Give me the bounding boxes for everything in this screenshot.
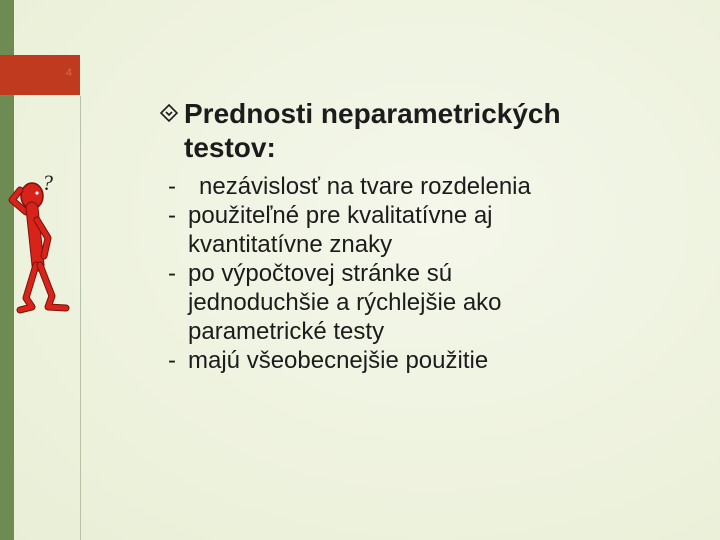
list-item-text: po výpočtovej stránke sú jednoduchšie a rýchlejšie ako parametrické testy	[188, 260, 502, 345]
divider-line	[80, 96, 81, 540]
thinking-stick-figure-icon	[4, 170, 78, 315]
dash-bullet: -	[168, 260, 176, 287]
dash-bullet: -	[168, 173, 176, 200]
dash-bullet: -	[168, 347, 176, 374]
list-item	[168, 346, 688, 375]
slide-number-tab	[0, 55, 80, 95]
heading-line-1: Prednosti neparametrických	[184, 98, 561, 129]
heading-line-2: testov:	[184, 132, 276, 163]
list-item	[168, 259, 688, 346]
list-item-text: majú všeobecnejšie použitie	[188, 347, 489, 374]
dash-bullet: -	[168, 202, 176, 229]
list-item-text: použiteľné pre kvalitatívne aj kvantitatívne znaky	[188, 202, 493, 258]
list-item	[168, 172, 688, 201]
slide-heading	[160, 96, 680, 165]
question-mark: ?	[42, 170, 53, 195]
slide-number: 4	[65, 67, 72, 79]
advantages-list	[168, 172, 688, 375]
list-item	[168, 201, 688, 259]
list-item-text: nezávislosť na tvare rozdelenia	[199, 173, 531, 200]
diamond-outline-icon	[160, 96, 184, 130]
